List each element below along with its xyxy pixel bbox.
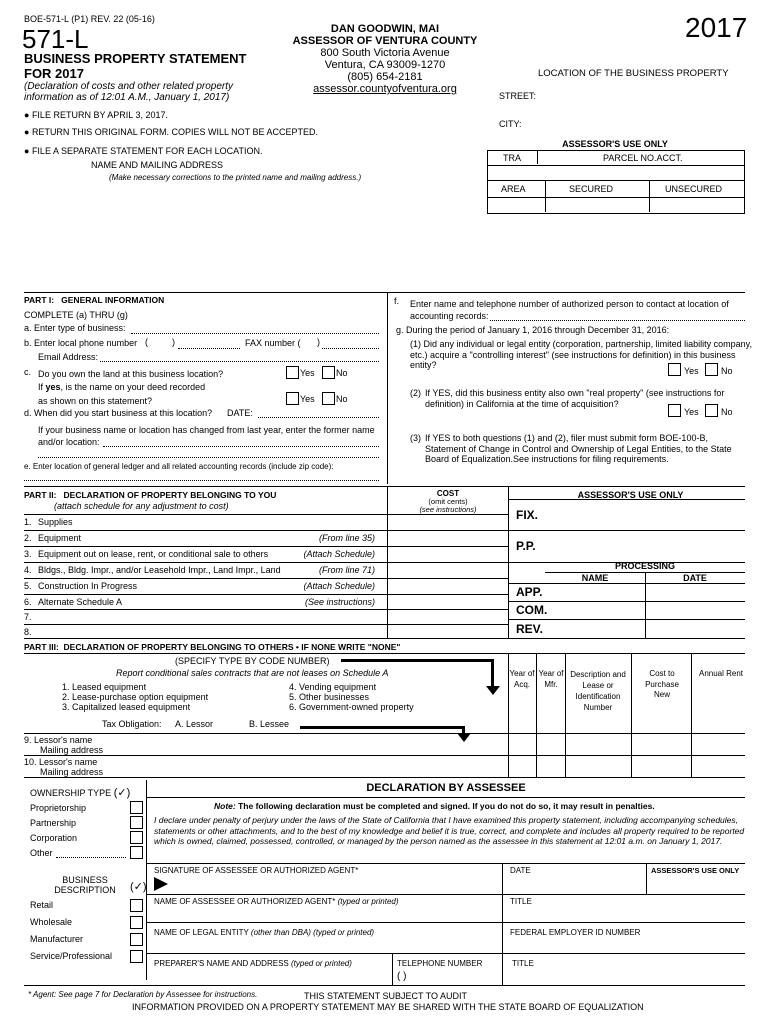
part2-line-note: (Attach Schedule) xyxy=(303,549,375,559)
footer-audit: THIS STATEMENT SUBJECT TO AUDIT xyxy=(304,991,468,1001)
lessor10-name-label: 10. Lessor's name xyxy=(24,757,98,767)
com-label: COM. xyxy=(516,603,548,617)
part2-cost-field[interactable] xyxy=(388,610,507,623)
q-f-label-2: accounting records: xyxy=(410,311,489,321)
realprop-no-label: No xyxy=(721,407,733,417)
contact-person-field[interactable] xyxy=(490,320,745,321)
col-year-acq: Year of Acq. xyxy=(509,669,535,689)
arrow-down-icon xyxy=(486,686,500,695)
business-option-label: Wholesale xyxy=(30,917,73,927)
see-instructions: (see instructions) xyxy=(419,505,477,514)
signature-field[interactable] xyxy=(170,877,500,891)
assessor-address-2: Ventura, CA 93009-1270 xyxy=(324,59,446,71)
ownership-option-label: Proprietorship xyxy=(30,803,87,813)
part2-line-note: (See instructions) xyxy=(304,597,375,607)
part2-line-label: Supplies xyxy=(38,517,73,527)
pp-label: P.P. xyxy=(516,539,536,553)
assessor-title: ASSESSOR OF VENTURA COUNTY xyxy=(292,35,478,47)
assessor-website[interactable]: assessor.countyofventura.org xyxy=(313,83,457,95)
assessor-name: DAN GOODWIN, MAI xyxy=(330,23,440,35)
app-label: APP. xyxy=(516,585,543,599)
declaration-text: I declare under penalty of perjury under the laws of the State of California that I have examined this property statement, including accompanying schedules, statements or other attachments, and to the best of my knowledge and belief it is true, correct, and complete and includes all property required to be reported which is owned, claimed, possessed, controlled, or managed by the person named as the assessee in this statement at 12:01 a.m. on January 1, 2017. xyxy=(154,815,745,846)
assessor-use-decl: ASSESSOR'S USE ONLY xyxy=(651,866,740,875)
form-subtitle-1: (Declaration of costs and other related property xyxy=(24,81,233,92)
parcel-label: PARCEL NO.ACCT. xyxy=(603,153,683,163)
preparer-title-label: TITLE xyxy=(512,959,534,968)
col-rent: Annual Rent xyxy=(698,669,744,678)
proc-name-label: NAME xyxy=(581,573,609,583)
code-6: 6. Government-owned property xyxy=(289,702,414,712)
form-title-year: FOR 2017 xyxy=(24,66,84,81)
ownership-checkbox[interactable] xyxy=(130,846,143,859)
fax-paren-close: ) xyxy=(317,337,320,347)
part2-line-label: Construction In Progress xyxy=(38,581,138,591)
part2-cost-field[interactable] xyxy=(388,547,507,560)
lessee-option[interactable]: B. Lessee xyxy=(249,719,290,729)
business-heading-1: BUSINESS xyxy=(62,875,108,885)
business-check: (✓) xyxy=(130,881,147,893)
control-no-label: No xyxy=(721,366,733,376)
declaration-heading: DECLARATION BY ASSESSEE xyxy=(366,782,526,794)
part2-cost-field[interactable] xyxy=(388,531,507,544)
col-cost: Cost to Purchase New xyxy=(645,669,679,699)
tax-year: 2017 xyxy=(685,12,748,43)
ownership-option-label: Other xyxy=(30,848,53,858)
part2-line-number: 5. xyxy=(24,581,32,591)
part3-heading: PART III: DECLARATION OF PROPERTY BELONGING TO OTHERS • IF NONE WRITE "NONE" xyxy=(24,642,401,652)
business-checkbox[interactable] xyxy=(130,916,143,929)
part2-sub: (attach schedule for any adjustment to cost) xyxy=(54,501,229,511)
unsecured-label: UNSECURED xyxy=(665,184,723,194)
part2-line-note: (Attach Schedule) xyxy=(303,581,375,591)
instruction-original: ● RETURN THIS ORIGINAL FORM. COPIES WILL NOT BE ACCEPTED. xyxy=(24,127,318,137)
deed-yes-checkbox[interactable] xyxy=(286,392,299,405)
control-yes-checkbox[interactable] xyxy=(668,363,681,376)
business-checkbox[interactable] xyxy=(130,933,143,946)
part2-line-number: 3. xyxy=(24,549,32,559)
phone-paren-open: ( xyxy=(145,337,148,347)
q-c-letter: c. xyxy=(24,367,32,377)
part2-line-label: Alternate Schedule A xyxy=(38,597,123,607)
part2-cost-field[interactable] xyxy=(388,563,507,576)
rev-label: REV. xyxy=(516,622,543,636)
declaration-note: Note: The following declaration must be completed and signed. If you do not do so, it may result in penalties. xyxy=(214,801,655,811)
ownership-checkbox[interactable] xyxy=(130,801,143,814)
part2-cost-field[interactable] xyxy=(388,579,507,592)
lessor10-address-label: Mailing address xyxy=(40,767,104,777)
omit-cents: (omit cents) xyxy=(428,497,468,506)
q-e-label: e. Enter location of general ledger and all related accounting records (include zip code): xyxy=(24,462,334,471)
q-c-label: Do you own the land at this business location? xyxy=(38,369,224,379)
land-no-checkbox[interactable] xyxy=(322,366,335,379)
business-type-field[interactable] xyxy=(131,333,379,334)
assessor-address-1: 800 South Victoria Avenue xyxy=(320,47,450,59)
q-g3-label: If YES to both questions (1) and (2), filer must submit form BOE-100-B, Statement of Change in Control and Ownership of Legal Entities, to the State Board of Equalization.See instructions for filing requirements. xyxy=(425,433,732,464)
business-checkbox[interactable] xyxy=(130,899,143,912)
deed-question: If yes, is the name on your deed recorded xyxy=(38,382,206,392)
business-option-label: Retail xyxy=(30,900,54,910)
telephone-field[interactable]: ( ) xyxy=(397,971,407,982)
deed-no-checkbox[interactable] xyxy=(322,392,335,405)
former-name-label-2: and/or location: xyxy=(38,437,100,447)
q-d-label: d. When did you start business at this location? xyxy=(24,408,213,418)
part2-line-number: 4. xyxy=(24,565,32,575)
part2-line-note: (From line 35) xyxy=(318,533,375,543)
phone-paren-close: ) xyxy=(172,337,175,347)
q-b-label: b. Enter local phone number xyxy=(24,338,138,348)
part2-line-number: 7. xyxy=(24,612,32,622)
form-id: BOE-571-L (P1) REV. 22 (05-16) xyxy=(24,14,155,24)
lessor9-address-label: Mailing address xyxy=(40,745,104,755)
footer-shared: INFORMATION PROVIDED ON A PROPERTY STATEMENT MAY BE SHARED WITH THE STATE BOARD OF EQUALIZATION xyxy=(132,1002,644,1012)
code-2: 2. Lease-purchase option equipment xyxy=(62,692,209,702)
q-g1-label: (1) Did any individual or legal entity (corporation, partnership, limited liability company, etc.) acquire a "controlling interest" (see instructions for definition) in this business entity? xyxy=(410,339,752,370)
part2-heading: PART II: DECLARATION OF PROPERTY BELONGING TO YOU xyxy=(24,490,277,500)
fax-field[interactable] xyxy=(322,348,379,349)
arrow-line-1 xyxy=(341,659,494,662)
date-label: DATE: xyxy=(227,408,253,418)
arrow-line-2 xyxy=(300,726,465,729)
col-description: Description and Lease or Identification Number xyxy=(570,670,626,712)
deed-no-label: No xyxy=(336,394,348,404)
location-heading: LOCATION OF THE BUSINESS PROPERTY xyxy=(538,68,729,79)
q-g-label: g. During the period of January 1, 2016 through December 31, 2016: xyxy=(396,325,670,335)
ownership-checkbox[interactable] xyxy=(130,831,143,844)
part2-line-label: Equipment out on lease, rent, or conditional sale to others xyxy=(38,549,269,559)
sign-here-arrow-icon xyxy=(154,877,168,891)
assessee-name-label: NAME OF ASSESSEE OR AUTHORIZED AGENT* (typed or printed) xyxy=(154,897,399,906)
tax-obligation-label: Tax Obligation: xyxy=(102,719,162,729)
preparer-label: PREPARER'S NAME AND ADDRESS (typed or printed) xyxy=(154,959,352,968)
realprop-no-checkbox[interactable] xyxy=(705,404,718,417)
control-yes-label: Yes xyxy=(684,366,699,376)
fax-label: FAX number ( xyxy=(245,338,301,348)
name-mailing-label: NAME AND MAILING ADDRESS xyxy=(91,160,224,170)
code-5: 5. Other businesses xyxy=(289,692,370,702)
part2-line-number: 6. xyxy=(24,597,32,607)
ownership-heading: OWNERSHIP TYPE (✓) xyxy=(30,787,131,799)
area-label: AREA xyxy=(501,184,526,194)
part2-line-note: (From line 71) xyxy=(318,565,375,575)
arrow-down-icon-2 xyxy=(457,733,471,742)
land-yes-checkbox[interactable] xyxy=(286,366,299,379)
lessor9-name-label: 9. Lessor's name xyxy=(24,735,93,745)
realprop-yes-checkbox[interactable] xyxy=(668,404,681,417)
part2-cost-field[interactable] xyxy=(388,515,507,528)
part2-line-label: Equipment xyxy=(38,533,82,543)
part2-line-label: Bldgs., Bldg. Impr., and/or Leasehold Impr., Land Impr., Land xyxy=(38,565,281,575)
legal-entity-label: NAME OF LEGAL ENTITY (other than DBA) (typed or printed) xyxy=(154,928,375,937)
form-subtitle-2: information as of 12:01 A.M., January 1, 2017) xyxy=(24,92,230,103)
sig-date-label: DATE xyxy=(510,866,531,875)
q-g2-num: (2) xyxy=(410,388,421,398)
ownership-option-label: Partnership xyxy=(30,818,77,828)
footer-agent-note: * Agent: See page 7 for Declaration by Assessee for instructions. xyxy=(28,990,258,999)
specify-type: (SPECIFY TYPE BY CODE NUMBER) xyxy=(175,656,330,666)
q-a-label: a. Enter type of business: xyxy=(24,323,126,333)
control-no-checkbox[interactable] xyxy=(705,363,718,376)
q-f-letter: f. xyxy=(394,296,400,306)
form-title: BUSINESS PROPERTY STATEMENT xyxy=(24,51,247,66)
tra-label: TRA xyxy=(503,153,521,163)
assessor-phone: (805) 654-2181 xyxy=(347,71,423,83)
q-g2-label: If YES, did this business entity also own "real property" (see instructions for definition) in California at the time of acquisition? xyxy=(425,388,725,409)
part2-cost-field[interactable] xyxy=(388,595,507,608)
part2-cost-field[interactable] xyxy=(388,625,507,638)
q-g3-num: (3) xyxy=(410,433,421,443)
ownership-option-label: Corporation xyxy=(30,833,78,843)
part1-heading: PART I: GENERAL INFORMATION xyxy=(24,295,165,305)
street-label: STREET: xyxy=(499,91,537,101)
business-checkbox[interactable] xyxy=(130,950,143,963)
land-yes-label: Yes xyxy=(300,368,315,378)
business-heading-2: DESCRIPTION xyxy=(54,885,116,895)
instruction-file-by: ● FILE RETURN BY APRIL 3, 2017. xyxy=(24,110,168,120)
email-label: Email Address: xyxy=(38,352,99,362)
phone-field[interactable] xyxy=(178,348,240,349)
start-date-field[interactable] xyxy=(258,417,379,418)
part1-complete: COMPLETE (a) THRU (g) xyxy=(24,310,128,320)
assessee-title-label: TITLE xyxy=(510,897,532,906)
signature-label: SIGNATURE OF ASSESSEE OR AUTHORIZED AGENT* xyxy=(154,866,359,875)
proc-date-label: DATE xyxy=(683,573,707,583)
code-4: 4. Vending equipment xyxy=(289,682,377,692)
telephone-label: TELEPHONE NUMBER xyxy=(397,959,483,968)
part2-line-number: 1. xyxy=(24,517,32,527)
code-1: 1. Leased equipment xyxy=(62,682,147,692)
ownership-other-field[interactable] xyxy=(56,857,126,858)
former-name-field[interactable] xyxy=(103,446,379,447)
assessor-use-part2: ASSESSOR'S USE ONLY xyxy=(577,490,684,500)
report-note: Report conditional sales contracts that are not leases on Schedule A xyxy=(116,668,389,678)
assessor-use-heading: ASSESSOR'S USE ONLY xyxy=(562,139,668,149)
code-3: 3. Capitalized leased equipment xyxy=(62,702,191,712)
land-no-label: No xyxy=(336,368,348,378)
fix-label: FIX. xyxy=(516,508,539,522)
cost-heading: COST xyxy=(436,489,460,498)
realprop-yes-label: Yes xyxy=(684,407,699,417)
deed-yes-label: Yes xyxy=(300,394,315,404)
lessor-option[interactable]: A. Lessor xyxy=(175,719,214,729)
business-option-label: Service/Professional xyxy=(30,951,113,961)
ownership-checkbox[interactable] xyxy=(130,816,143,829)
fein-label: FEDERAL EMPLOYER ID NUMBER xyxy=(510,928,641,937)
deed-question-2: as shown on this statement? xyxy=(38,396,153,406)
ledger-location-field[interactable] xyxy=(24,480,379,481)
city-label: CITY: xyxy=(499,119,522,129)
secured-label: SECURED xyxy=(569,184,614,194)
processing-label: PROCESSING xyxy=(614,561,675,571)
q-f-label-1: Enter name and telephone number of authorized person to contact at location of xyxy=(410,299,729,309)
part2-line-number: 8. xyxy=(24,627,32,637)
email-field[interactable] xyxy=(100,361,379,362)
instruction-separate: ● FILE A SEPARATE STATEMENT FOR EACH LOCATION. xyxy=(24,146,263,156)
form-number: 571-L xyxy=(22,24,89,54)
former-name-label-1: If your business name or location has changed from last year, enter the former name xyxy=(38,425,375,435)
part2-line-number: 2. xyxy=(24,533,32,543)
business-option-label: Manufacturer xyxy=(30,934,84,944)
corrections-note: (Make necessary corrections to the printed name and mailing address.) xyxy=(109,173,362,182)
col-year-mfr: Year of Mfr. xyxy=(538,669,564,689)
